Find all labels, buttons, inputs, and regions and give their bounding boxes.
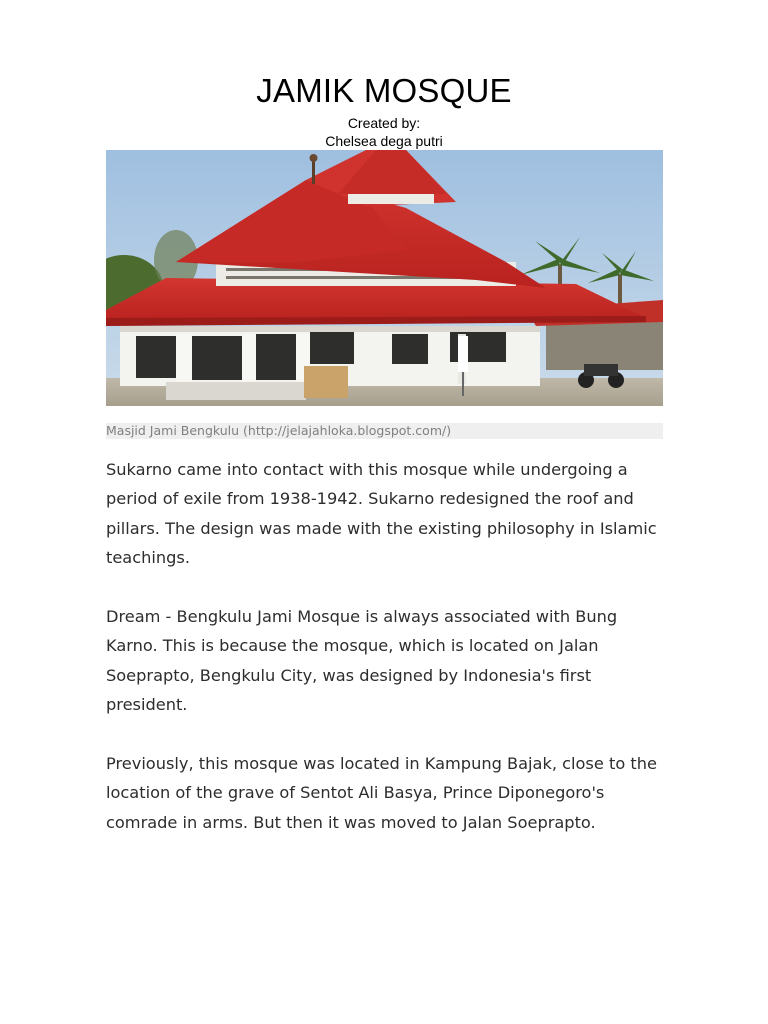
- mosque-photo: [106, 150, 663, 406]
- document-title: JAMIK MOSQUE: [256, 72, 512, 109]
- author-name: Chelsea dega putri: [325, 133, 443, 149]
- paragraph-3: Previously, this mosque was located in Kampung Bajak, close to the location of the grave of Sentot Ali Basya, Prince Diponegoro's comrade in arms. But then it was moved to Jalan Soeprapto.: [106, 754, 657, 832]
- image-caption: Masjid Jami Bengkulu (http://jelajahloka.blogspot.com/): [106, 423, 663, 439]
- paragraph-1: Sukarno came into contact with this mosque while undergoing a period of exile from 1938-1942. Sukarno redesigned the roof and pillars. The design was made with the existing philosophy in Islamic teachings.: [106, 460, 657, 568]
- paragraph-2: Dream - Bengkulu Jami Mosque is always associated with Bung Karno. This is because the mosque, which is located on Jalan Soeprapto, Bengkulu City, was designed by Indonesia's first president.: [106, 607, 618, 715]
- created-by-label: Created by:: [347, 115, 421, 131]
